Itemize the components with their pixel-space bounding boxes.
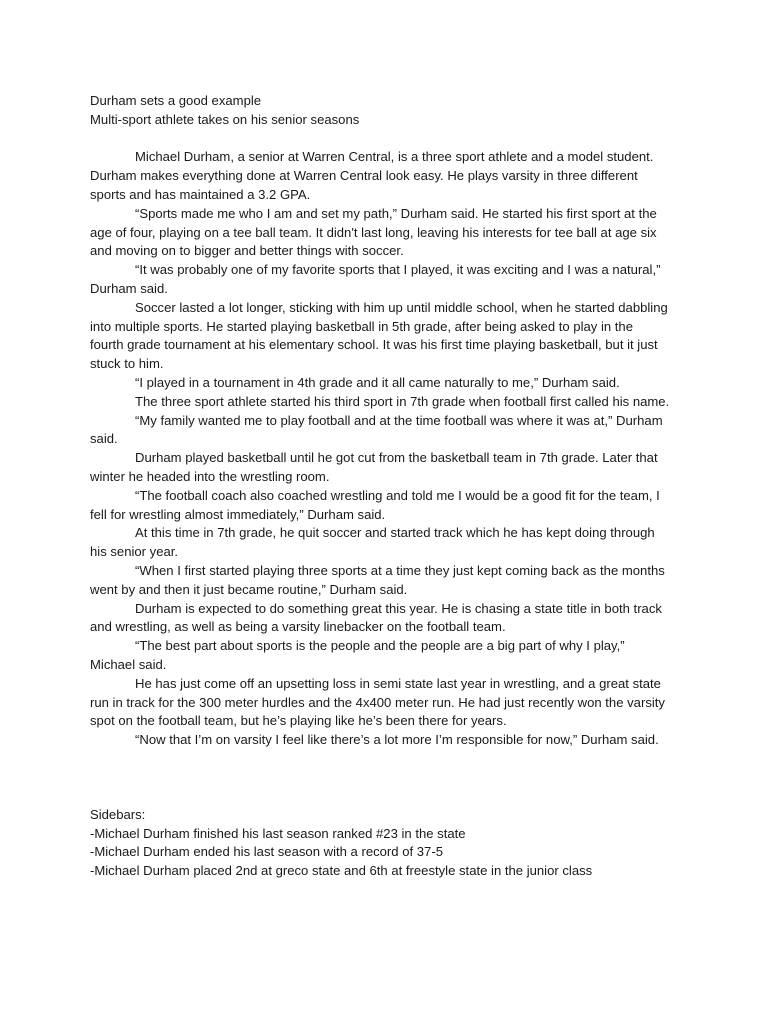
article-paragraph: Durham played basketball until he got cut from the basketball team in 7th grade. Later that winter he headed into the wrestling room.: [90, 450, 658, 484]
sidebars-section: [90, 806, 670, 881]
article-paragraph: Soccer lasted a lot longer, sticking with him up until middle school, when he started dabbling into multiple sports. He started playing basketball in 5th grade, after being asked to play in the fourth grade tournament at his elementary school. It was his first time playing basketball, but it just stuck to him.: [90, 299, 668, 372]
sidebar-item: -Michael Durham ended his last season with a record of 37-5: [90, 844, 443, 860]
article-headline: Durham sets a good example: [90, 93, 262, 108]
sidebars-heading: Sidebars:: [90, 806, 146, 822]
document-page: [90, 92, 670, 881]
sidebar-item: -Michael Durham placed 2nd at greco state and 6th at freestyle state in the junior class: [90, 863, 593, 879]
article-paragraph: “Now that I’m on varsity I feel like there’s a lot more I’m responsible for now,” Durham said.: [135, 732, 659, 748]
article-paragraph: The three sport athlete started his third sport in 7th grade when football first called his name.: [135, 393, 670, 409]
sidebar-item: -Michael Durham finished his last season ranked #23 in the state: [90, 825, 466, 841]
article-paragraph: “My family wanted me to play football and at the time football was where it was at,” Durham said.: [90, 412, 663, 447]
article-paragraph: At this time in 7th grade, he quit soccer and started track which he has kept doing through his senior year.: [90, 525, 655, 560]
article-paragraph: “The football coach also coached wrestling and told me I would be a good fit for the team, I fell for wrestling almost immediately,” Durham said.: [90, 487, 660, 522]
article-paragraph: “It was probably one of my favorite sports that I played, it was exciting and I was a natural,” Durham said.: [90, 262, 661, 296]
blank-line: [90, 130, 670, 149]
article-paragraph: “The best part about sports is the people and the people are a big part of why I play,” Michael said.: [90, 638, 625, 672]
article-paragraph: “Sports made me who I am and set my path,” Durham said. He started his first sport at the age of four, playing on a tee ball team. It didn't last long, leaving his interests for tee ball at age six and moving on to bigger and better things with soccer.: [90, 205, 657, 259]
article-paragraph: He has just come off an upsetting loss in semi state last year in wrestling, and a great state run in track for the 300 meter hurdles and the 4x400 meter run. He had just recently won the varsity spot on the football team, but he’s playing like he’s been there for years.: [90, 675, 665, 729]
article-paragraph: Durham is expected to do something great this year. He is chasing a state title in both track and wrestling, as well as being a varsity linebacker on the football team.: [90, 600, 662, 635]
article-body: [90, 148, 670, 750]
article-paragraph: “When I first started playing three sports at a time they just kept coming back as the months went by and then it just became routine,” Durham said.: [90, 562, 665, 597]
article-subheadline: Multi-sport athlete takes on his senior seasons: [90, 111, 360, 127]
article-paragraph: “I played in a tournament in 4th grade and it all came naturally to me,” Durham said.: [135, 374, 620, 390]
article-paragraph: Michael Durham, a senior at Warren Central, is a three sport athlete and a model student. Durham makes everything done at Warren Central look easy. He plays varsity in three different sports and has maintained a 3.2 GPA.: [90, 149, 654, 202]
